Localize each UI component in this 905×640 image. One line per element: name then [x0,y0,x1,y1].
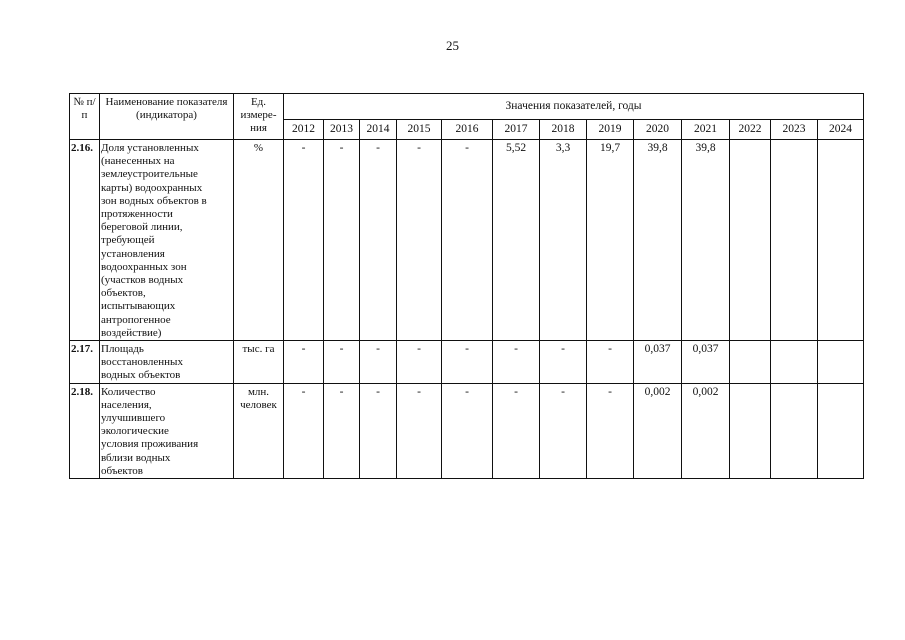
value-cell: - [442,341,493,384]
header-unit: Ед. измере- ния [234,94,284,140]
unit-line: % [253,142,264,154]
value-cell: - [324,140,360,341]
value-cell: - [493,383,540,478]
unit-cell [234,140,284,341]
value-cell: 0,037 [682,341,730,384]
indicator-name-line: условия проживания [101,438,199,451]
indicator-name-line: населения, [101,398,152,411]
value-cell [730,140,771,341]
indicator-name-line: воздействие) [101,326,162,339]
year-header: 2017 [493,120,540,140]
indicator-name-line: установления [101,247,165,260]
value-cell: 3,3 [540,140,587,341]
row-number: 2.18. [70,383,100,478]
value-cell: 19,7 [587,140,634,341]
year-header: 2023 [771,120,818,140]
indicator-name-line: объектов [101,464,143,477]
indicator-name [100,140,234,341]
year-header: 2018 [540,120,587,140]
year-header: 2016 [442,120,493,140]
indicators-table [69,93,864,479]
indicator-name-line: землеустроительные [101,168,198,181]
value-cell: - [284,140,324,341]
value-cell: - [284,383,324,478]
value-cell [771,140,818,341]
value-cell: - [360,140,397,341]
value-cell: - [540,341,587,384]
unit-line: тыс. га [242,343,275,356]
indicator-name-line: водоохранных зон [101,260,187,273]
indicator-name-line: Количество [101,385,156,398]
value-cell: - [397,140,442,341]
value-cell [730,383,771,478]
indicator-name-line: вблизи водных [101,451,171,464]
indicator-name-line: Доля установленных [101,142,199,154]
indicator-name-line: карты) водоохранных [101,181,203,194]
indicator-name-line: улучшившего [101,412,166,425]
indicator-name [100,341,234,384]
indicator-name-line: восстановленных [101,356,183,369]
value-cell: - [442,140,493,341]
table-row [70,140,864,341]
indicator-name-line: (нанесенных на [101,155,175,168]
indicator-name-line: испытывающих [101,300,176,313]
indicator-name-line: Площадь [101,343,144,356]
unit-line: млн. [247,385,270,398]
value-cell [771,383,818,478]
year-header: 2012 [284,120,324,140]
header-row-top [70,94,864,120]
value-cell: - [324,341,360,384]
year-header: 2013 [324,120,360,140]
indicator-name-line: экологические [101,425,169,438]
unit-line: человек [240,398,277,411]
value-cell: - [324,383,360,478]
header-years-group: Значения показателей, годы [284,94,864,120]
value-cell: - [397,383,442,478]
value-cell: - [360,383,397,478]
header-num: № п/п [70,94,100,140]
indicator-name-line: объектов, [101,287,146,300]
value-cell [818,383,864,478]
indicator-name-line: (участков водных [101,274,184,287]
value-cell: - [587,341,634,384]
value-cell [730,341,771,384]
indicator-name [100,383,234,478]
page-number: 25 [446,38,459,53]
table-body [70,140,864,479]
value-cell: 0,002 [634,383,682,478]
value-cell: - [442,383,493,478]
indicator-name-line: антропогенное [101,313,171,326]
indicator-name-line: протяженности [101,208,173,221]
value-cell: - [493,341,540,384]
value-cell: - [397,341,442,384]
year-header: 2020 [634,120,682,140]
value-cell: 0,037 [634,341,682,384]
header-name: Наименование показателя (индикатора) [100,94,234,140]
year-header: 2024 [818,120,864,140]
unit-cell [234,341,284,384]
value-cell: 0,002 [682,383,730,478]
value-cell: - [540,383,587,478]
indicator-name-line: зон водных объектов в [101,194,207,207]
row-number: 2.17. [70,341,100,384]
unit-cell [234,383,284,478]
value-cell: - [360,341,397,384]
row-number: 2.16. [70,140,100,341]
year-header: 2022 [730,120,771,140]
value-cell [818,140,864,341]
year-header: 2019 [587,120,634,140]
indicator-name-line: береговой линии, [101,221,183,234]
value-cell: 39,8 [634,140,682,341]
value-cell: 5,52 [493,140,540,341]
table-row [70,383,864,478]
value-cell: - [284,341,324,384]
indicator-name-line: требующей [101,234,155,247]
value-cell: - [587,383,634,478]
year-header: 2014 [360,120,397,140]
year-header: 2015 [397,120,442,140]
value-cell: 39,8 [682,140,730,341]
indicator-name-line: водных объектов [101,369,181,382]
year-header: 2021 [682,120,730,140]
value-cell [818,341,864,384]
value-cell [771,341,818,384]
table-row [70,341,864,384]
